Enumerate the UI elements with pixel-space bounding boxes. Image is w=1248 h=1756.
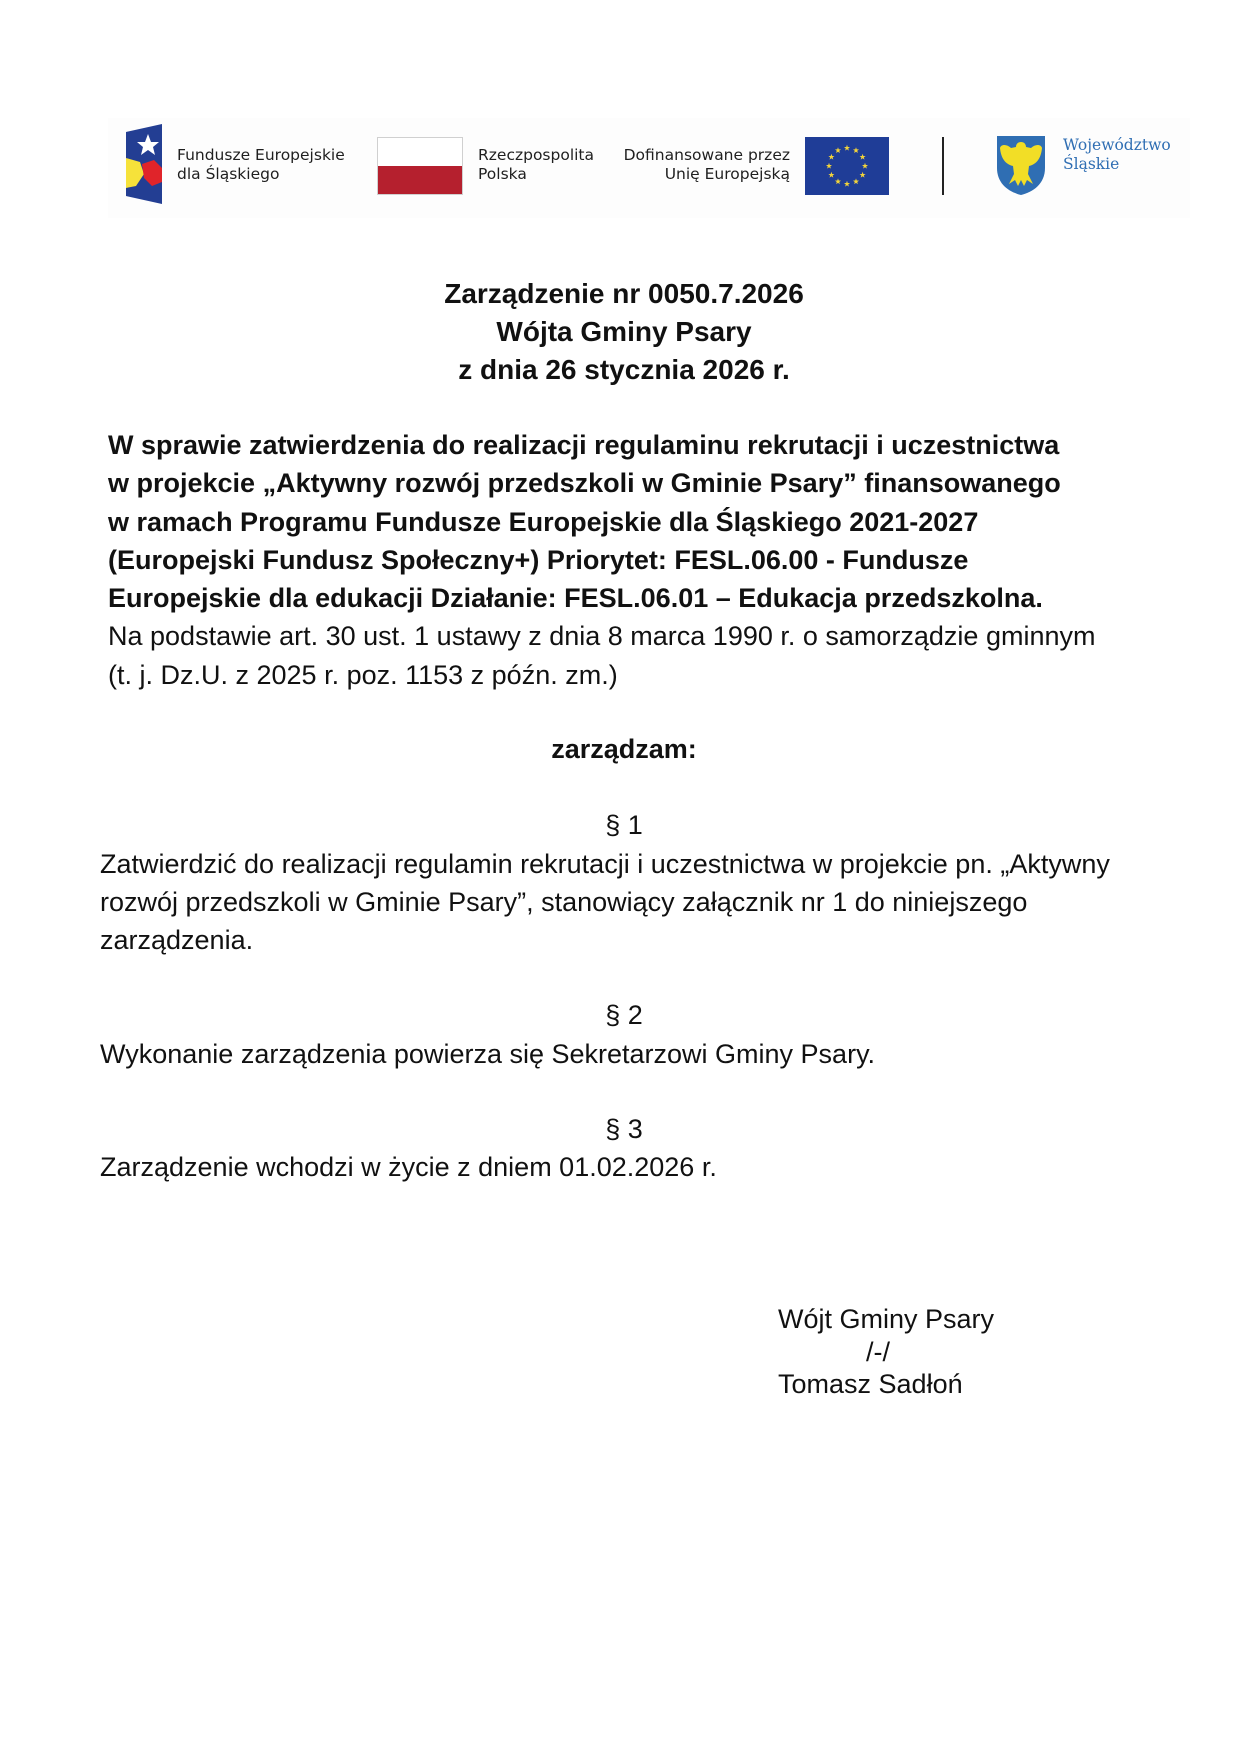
decree-word: zarządzam: [551,734,697,764]
section-3-heading: § 3 [605,1114,643,1144]
silesia-coat-of-arms-icon [995,134,1047,196]
legal-basis-line: Na podstawie art. 30 ust. 1 ustawy z dnia 8 marca 1990 r. o samorządzie gminnym [108,621,1096,651]
document-title [0,275,1248,389]
signature-mark: /-/ [866,1337,890,1367]
legal-basis-paragraph [108,617,1208,694]
section-line: Zatwierdzić do realizacji regulamin rekrutacji i uczestnictwa w projekcie pn. „Aktywny [100,849,1110,879]
section-1-body [100,845,1210,959]
fe-logo-line2: dla Śląskiego [177,165,280,183]
eu-logo-line2: Unię Europejską [664,165,790,183]
subject-line: Europejskie dla edukacji Działanie: FESL.06.01 – Edukacja przedszkolna. [108,583,1043,614]
title-line-1: Zarządzenie nr 0050.7.2026 [444,278,804,309]
signature-name: Tomasz Sadłoń [778,1369,963,1399]
eu-logo-line1: Dofinansowane przez [623,146,790,164]
eu-flag-icon [805,137,889,195]
title-line-3: z dnia 26 stycznia 2026 r. [458,354,790,385]
ws-logo-line1: Województwo [1063,136,1171,154]
subject-line: (Europejski Fundusz Społeczny+) Priorytet: FESL.06.00 - Fundusze [108,544,969,575]
title-line-2: Wójta Gminy Psary [496,316,752,347]
polish-flag-icon [377,137,463,195]
signature-office: Wójt Gminy Psary [778,1304,995,1334]
logo-divider [942,137,944,195]
ws-logo-line2: Śląskie [1063,155,1120,173]
subject-line: w ramach Programu Fundusze Europejskie dla Śląskiego 2021-2027 [108,506,979,537]
fe-logo-line1: Fundusze Europejskie [177,146,345,164]
section-2-body [100,1035,1210,1073]
subject-line: W sprawie zatwierdzenia do realizacji regulaminu rekrutacji i uczestnictwa [108,430,1060,460]
fundusze-europejskie-logo-icon [122,124,166,204]
section-2-heading: § 2 [605,1000,643,1030]
section-line: Wykonanie zarządzenia powierza się Sekretarzowi Gminy Psary. [100,1039,876,1069]
rp-logo-line1: Rzeczpospolita [478,146,595,164]
legal-basis-line: (t. j. Dz.U. z 2025 r. poz. 1153 z późn. zm.) [108,659,618,690]
subject-line: w projekcie „Aktywny rozwój przedszkoli w Gminie Psary” finansowanego [108,468,1061,499]
section-line: zarządzenia. [100,925,254,955]
section-3-body [100,1148,1210,1186]
section-1-heading: § 1 [605,810,643,840]
subject-paragraph [108,426,1188,617]
section-line: Zarządzenie wchodzi w życie z dniem 01.02.2026 r. [100,1152,717,1182]
section-line: rozwój przedszkoli w Gminie Psary”, stanowiący załącznik nr 1 do niniejszego [100,887,1028,917]
rp-logo-line2: Polska [478,165,527,183]
